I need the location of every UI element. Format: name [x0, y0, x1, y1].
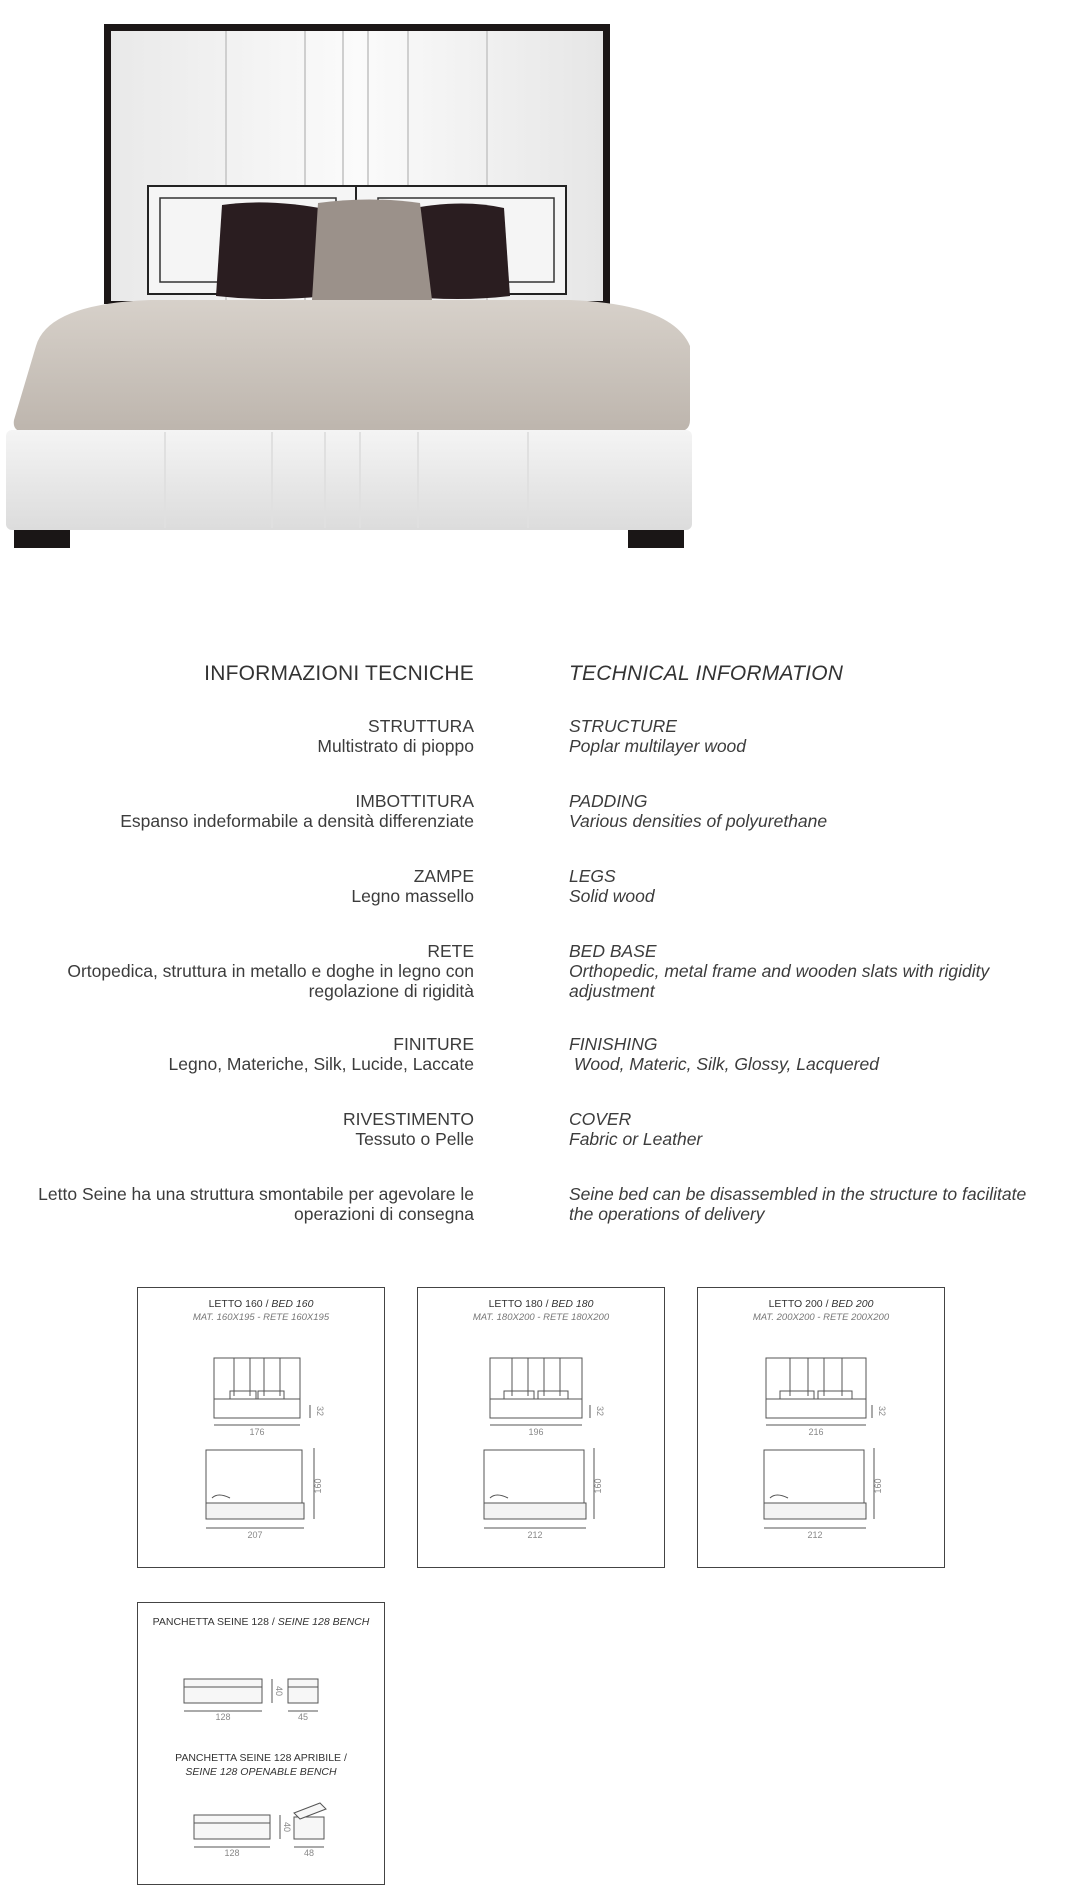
sheet-title-it: LETTO 180 /: [488, 1298, 552, 1310]
it-label: FINITURE: [393, 1034, 474, 1054]
en-label: BED BASE: [569, 941, 657, 961]
it-label: RETE: [427, 941, 474, 961]
it-value: Multistrato di pioppo: [317, 736, 474, 756]
en-label: FINISHING: [569, 1034, 658, 1054]
en-item-finishing: [569, 1034, 1059, 1074]
it-item-legs: [4, 866, 474, 906]
it-label: RIVESTIMENTO: [343, 1109, 474, 1129]
dim-length: 212: [527, 1530, 543, 1540]
dimension-sheet-bed-180: [417, 1287, 665, 1568]
it-value: Legno, Materiche, Silk, Lucide, Laccate: [168, 1054, 474, 1074]
en-item-legs: [569, 866, 1059, 906]
dim-width: 196: [528, 1427, 544, 1437]
bench-open-dim-width: 128: [224, 1848, 240, 1858]
it-value-line2: regolazione di rigidità: [308, 981, 474, 1001]
dimension-sheet-bed-200: [697, 1287, 945, 1568]
it-item-finishing: [4, 1034, 474, 1074]
en-label: COVER: [569, 1109, 632, 1129]
bed-160-drawing: [138, 1288, 384, 1567]
it-label: STRUTTURA: [368, 716, 474, 736]
en-heading: TECHNICAL INFORMATION: [569, 662, 844, 685]
bench-dim-depth: 45: [297, 1712, 309, 1722]
bench-drawing: [138, 1603, 384, 1884]
dim-width: 176: [249, 1427, 265, 1437]
dim-height-small: 32: [595, 1405, 605, 1417]
dim-height: 160: [593, 1478, 603, 1494]
dimension-sheet-bed-160: [137, 1287, 385, 1568]
en-note-line2: the operations of delivery: [569, 1204, 765, 1224]
en-item-structure: [569, 716, 1059, 756]
bench-open-dim-depth: 48: [303, 1848, 315, 1858]
it-value: Tessuto o Pelle: [355, 1129, 474, 1149]
leg-left: [14, 530, 70, 548]
en-note-line1: Seine bed can be disassembled in the structure to facilitate: [569, 1184, 1027, 1204]
dimension-sheet-bench: [137, 1602, 385, 1885]
en-label: LEGS: [569, 866, 616, 886]
pillow-dark-left: [216, 202, 330, 299]
en-note: [569, 1184, 1059, 1224]
sheet-title-it: LETTO 160 /: [208, 1298, 272, 1310]
mattress-cover: [14, 300, 690, 432]
dim-length: 207: [247, 1530, 263, 1540]
en-label: STRUCTURE: [569, 716, 677, 736]
dim-height-small: 32: [315, 1405, 325, 1417]
it-item-cover: [4, 1109, 474, 1149]
bed-180-drawing: [418, 1288, 664, 1567]
bed-product-image: [0, 0, 700, 560]
en-value-line2: adjustment: [569, 981, 655, 1001]
sheet-title-en: BED 200: [831, 1298, 874, 1310]
it-item-padding: [4, 791, 474, 831]
sheet-subtitle: MAT. 180X200 - RETE 180X200: [472, 1312, 610, 1323]
en-item-cover: [569, 1109, 1059, 1149]
it-value: Legno massello: [351, 886, 474, 906]
en-value: Solid wood: [569, 886, 655, 906]
bench-title-1-it: PANCHETTA SEINE 128 /: [152, 1616, 278, 1628]
dim-width: 216: [808, 1427, 824, 1437]
sheet-subtitle: MAT. 160X195 - RETE 160X195: [192, 1312, 330, 1323]
sheet-subtitle: MAT. 200X200 - RETE 200X200: [752, 1312, 890, 1323]
en-value: Poplar multilayer wood: [569, 736, 747, 756]
sheet-title-en: BED 160: [271, 1298, 314, 1310]
it-item-structure: [4, 716, 474, 756]
it-note-line2: operazioni di consegna: [294, 1204, 474, 1224]
it-heading: INFORMAZIONI TECNICHE: [204, 662, 474, 685]
it-note: [0, 1184, 474, 1224]
bed-200-drawing: [698, 1288, 944, 1567]
en-item-bed-base: [569, 941, 1059, 1001]
bench-open-dim-height: 40: [282, 1821, 292, 1833]
bed-base: [6, 430, 692, 530]
it-note-line1: Letto Seine ha una struttura smontabile per agevolare le: [38, 1184, 474, 1204]
sheet-title-it: LETTO 200 /: [768, 1298, 832, 1310]
leg-right: [628, 530, 684, 548]
it-value-line1: Ortopedica, struttura in metallo e doghe in legno con: [67, 961, 474, 981]
dim-height: 160: [313, 1478, 323, 1494]
it-value: Espanso indeformabile a densità differenziate: [120, 811, 474, 831]
en-value: Various densities of polyurethane: [569, 811, 828, 831]
bench-title-1-en: SEINE 128 BENCH: [277, 1616, 370, 1628]
bench-title-2-en: SEINE 128 OPENABLE BENCH: [185, 1766, 337, 1778]
it-item-bed-base: [4, 941, 474, 1001]
it-label: IMBOTTITURA: [355, 791, 474, 811]
bench-dim-width: 128: [215, 1712, 231, 1722]
bench-title-2-it: PANCHETTA SEINE 128 APRIBILE /: [175, 1752, 347, 1764]
bench-dim-height: 40: [274, 1685, 284, 1697]
en-value-line1: Orthopedic, metal frame and wooden slats with rigidity: [569, 961, 990, 981]
en-item-padding: [569, 791, 1059, 831]
dim-height: 160: [873, 1478, 883, 1494]
pillow-taupe: [312, 200, 432, 304]
sheet-title-en: BED 180: [551, 1298, 594, 1310]
dim-length: 212: [807, 1530, 823, 1540]
dim-height-small: 32: [877, 1405, 887, 1417]
en-label: PADDING: [569, 791, 648, 811]
it-label: ZAMPE: [413, 866, 474, 886]
en-value: Fabric or Leather: [569, 1129, 703, 1149]
en-value: Wood, Materic, Silk, Glossy, Lacquered: [569, 1054, 879, 1074]
